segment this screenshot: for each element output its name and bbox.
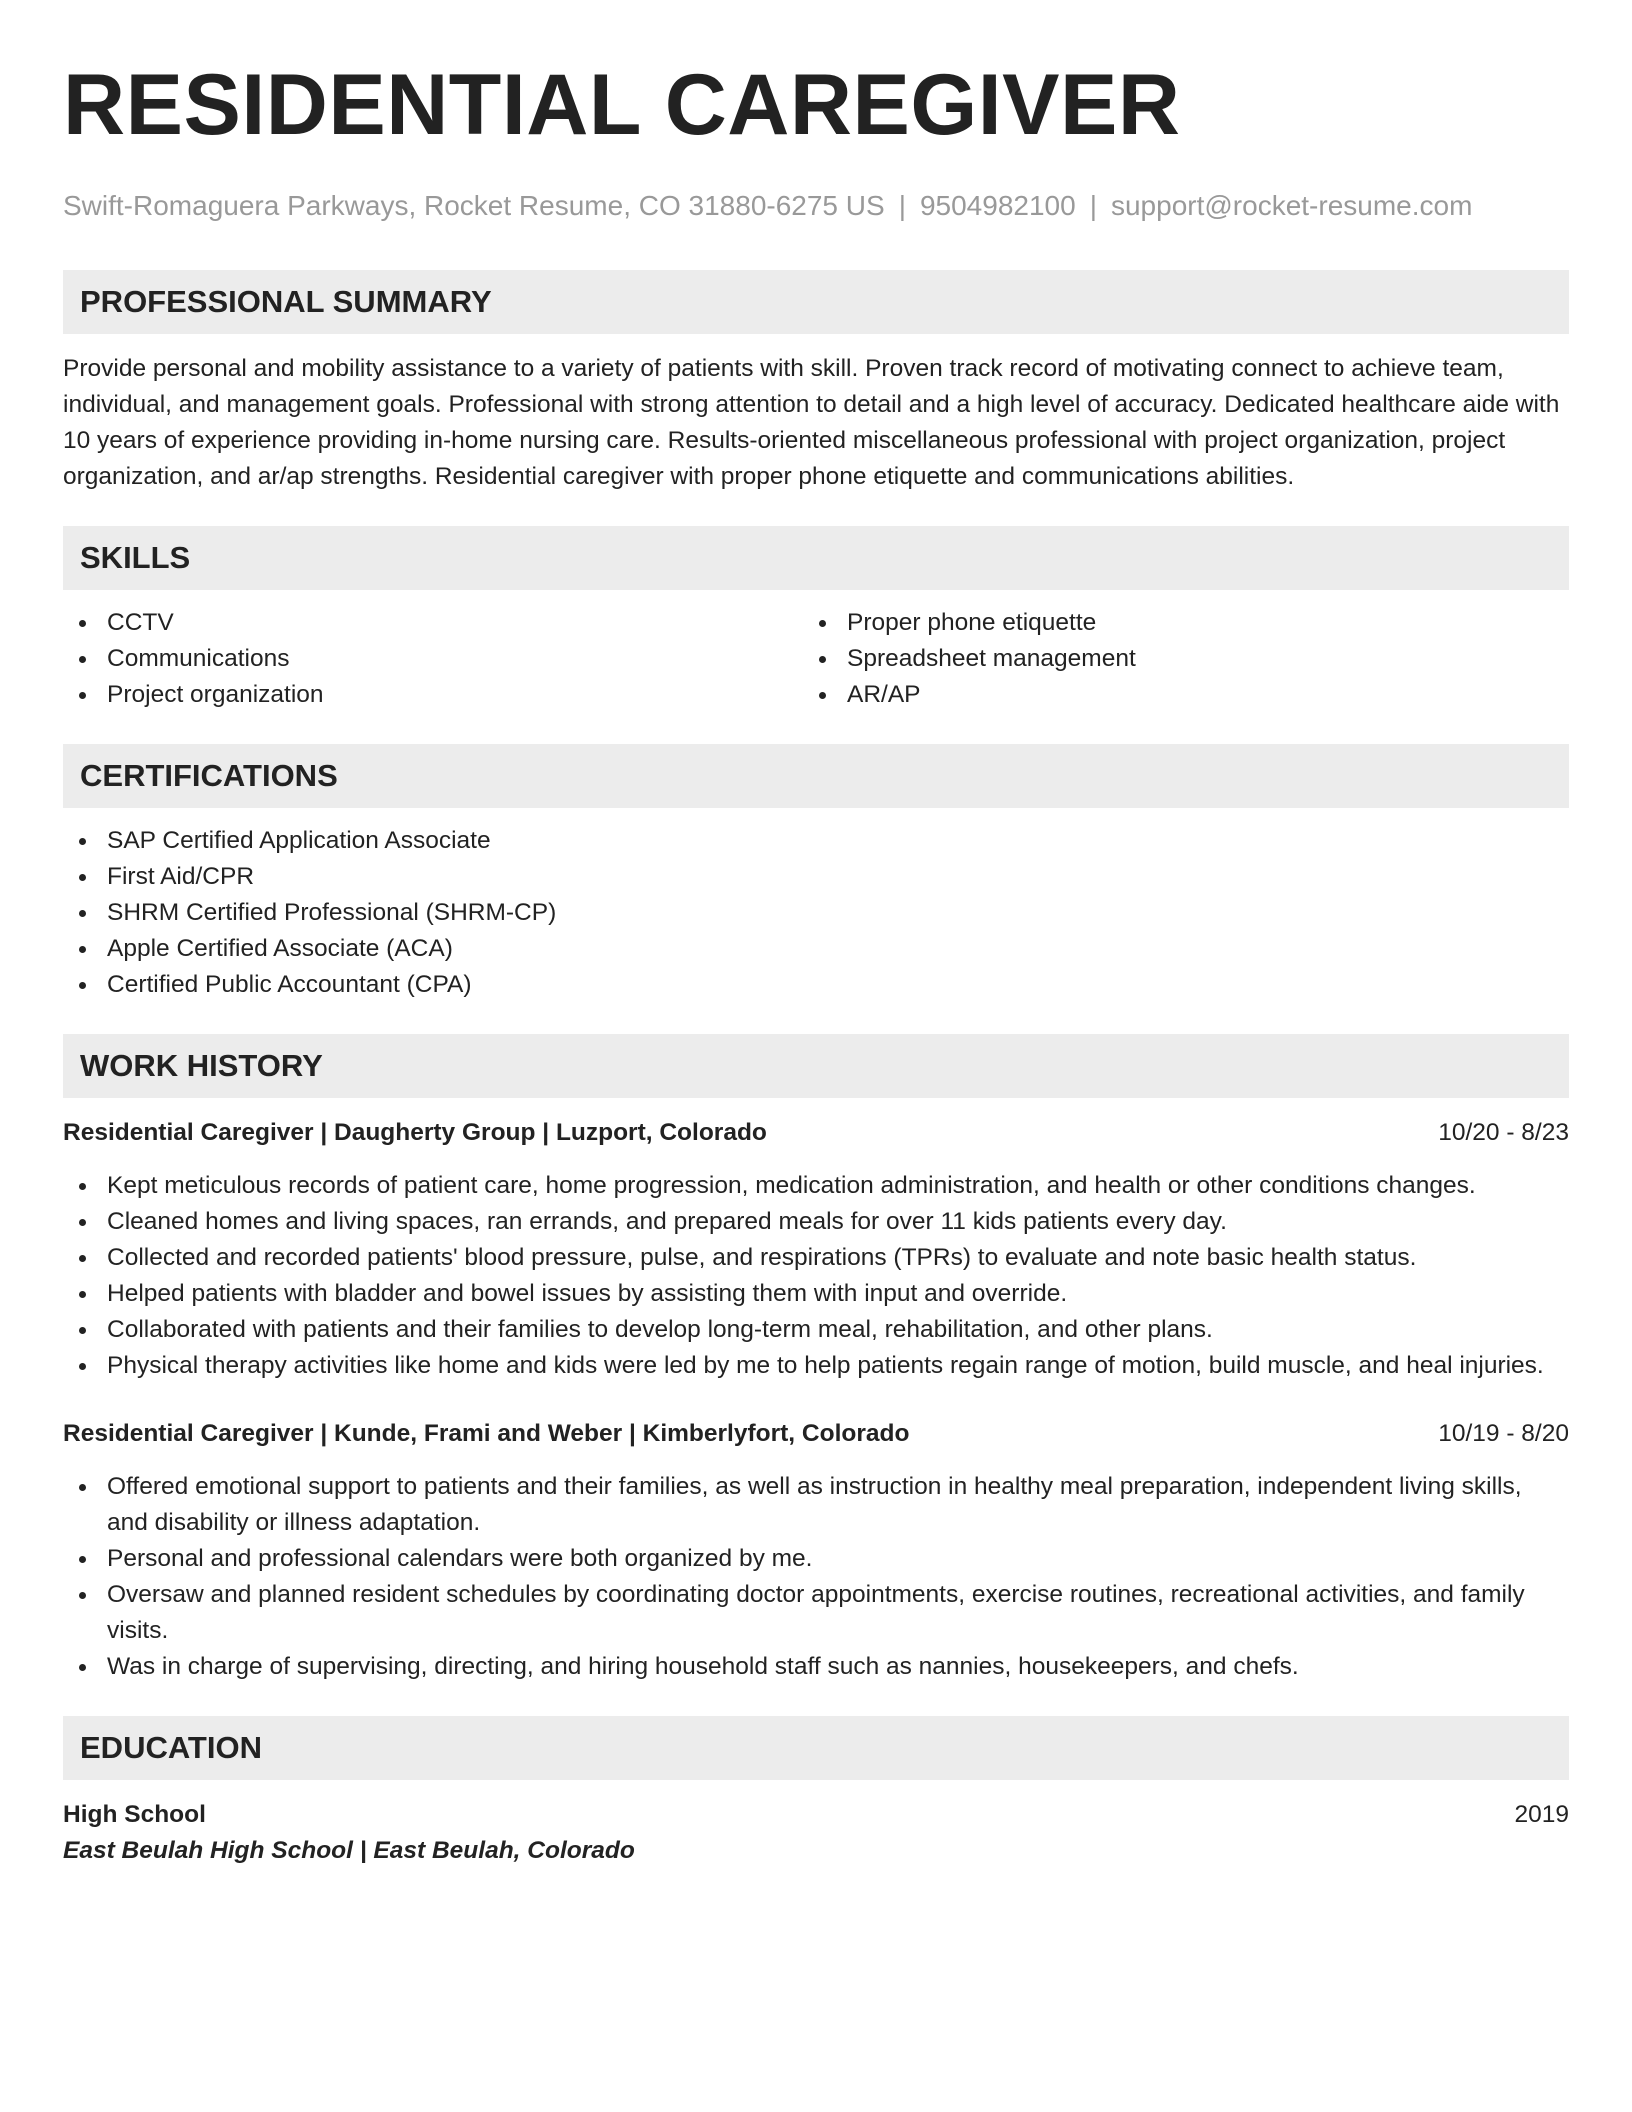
contact-phone: 9504982100 <box>919 190 1076 221</box>
resume-name: RESIDENTIAL CAREGIVER <box>63 57 1181 153</box>
job-bullet: Physical therapy activities like home and kids were led by me to help patients regain range of motion, build muscle, and heal injuries. <box>63 1348 1569 1384</box>
contact-address: Swift-Romaguera Parkways, Rocket Resume, CO 31880-6275 US <box>63 190 885 221</box>
job-bullet: Was in charge of supervising, directing, and hiring household staff such as nannies, housekeepers, and chefs. <box>63 1649 1569 1685</box>
skill-item: AR/AP <box>803 677 1543 713</box>
certification-item: First Aid/CPR <box>63 859 1569 895</box>
job-bullet: Oversaw and planned resident schedules by coordinating doctor appointments, exercise routines, recreational activities, and family visits. <box>63 1577 1569 1649</box>
skill-item: Communications <box>63 641 803 677</box>
skill-item: Spreadsheet management <box>803 641 1543 677</box>
section-heading-education: EDUCATION <box>63 1716 1569 1780</box>
job-header <box>63 1416 1569 1452</box>
section-heading-summary: PROFESSIONAL SUMMARY <box>63 270 1569 334</box>
job-bullet: Collaborated with patients and their families to develop long-term meal, rehabilitation, and other plans. <box>63 1312 1569 1348</box>
job-bullets <box>63 1168 1569 1384</box>
skill-item: CCTV <box>63 605 803 641</box>
job-bullet: Offered emotional support to patients and their families, as well as instruction in healthy meal preparation, independent living skills, and disability or illness adaptation. <box>63 1469 1569 1541</box>
job-dates: 10/19 - 8/20 <box>1438 1420 1569 1447</box>
job-title: Residential Caregiver | Kunde, Frami and Weber | Kimberlyfort, Colorado <box>63 1420 910 1447</box>
education-degree: High School <box>63 1801 206 1828</box>
contact-email: support@rocket-resume.com <box>1110 190 1473 221</box>
job-dates: 10/20 - 8/23 <box>1438 1119 1569 1146</box>
section-heading-certifications: CERTIFICATIONS <box>63 744 1569 808</box>
education-year: 2019 <box>1514 1801 1569 1828</box>
contact-separator: | <box>898 190 906 221</box>
education-school: East Beulah High School | East Beulah, Colorado <box>63 1837 635 1864</box>
certification-item: SHRM Certified Professional (SHRM-CP) <box>63 895 1569 931</box>
summary-text: Provide personal and mobility assistance to a variety of patients with skill. Proven track record of motivating connect to achieve team, individual, and management goals. Professional with strong attention to detail and a high level of accuracy. Dedicated healthcare aide with 10 years of experience providing in-home nursing care. Results-oriented miscellaneous professional with project organization, project organization, and ar/ap strengths. Residential caregiver with proper phone etiquette and communications abilities. <box>63 355 1560 490</box>
skills-columns <box>63 605 1569 713</box>
job-title: Residential Caregiver | Daugherty Group | Luzport, Colorado <box>63 1119 767 1146</box>
skills-list-right <box>803 605 1543 713</box>
certifications-list <box>63 823 1569 1003</box>
skills-list-left <box>63 605 803 713</box>
section-heading-skills: SKILLS <box>63 526 1569 590</box>
certification-item: SAP Certified Application Associate <box>63 823 1569 859</box>
skill-item: Project organization <box>63 677 803 713</box>
contact-line <box>63 190 1569 222</box>
education-header <box>63 1797 1569 1833</box>
certification-item: Certified Public Accountant (CPA) <box>63 967 1569 1003</box>
job-bullet: Helped patients with bladder and bowel issues by assisting them with input and override. <box>63 1276 1569 1312</box>
job-bullet: Collected and recorded patients' blood pressure, pulse, and respirations (TPRs) to evaluate and note basic health status. <box>63 1240 1569 1276</box>
certification-item: Apple Certified Associate (ACA) <box>63 931 1569 967</box>
skill-item: Proper phone etiquette <box>803 605 1543 641</box>
job-bullets <box>63 1469 1569 1685</box>
job-header <box>63 1115 1569 1151</box>
section-heading-work-history: WORK HISTORY <box>63 1034 1569 1098</box>
contact-separator: | <box>1089 190 1097 221</box>
job-bullet: Cleaned homes and living spaces, ran errands, and prepared meals for over 11 kids patients every day. <box>63 1204 1569 1240</box>
job-bullet: Kept meticulous records of patient care, home progression, medication administration, and health or other conditions changes. <box>63 1168 1569 1204</box>
job-bullet: Personal and professional calendars were both organized by me. <box>63 1541 1569 1577</box>
